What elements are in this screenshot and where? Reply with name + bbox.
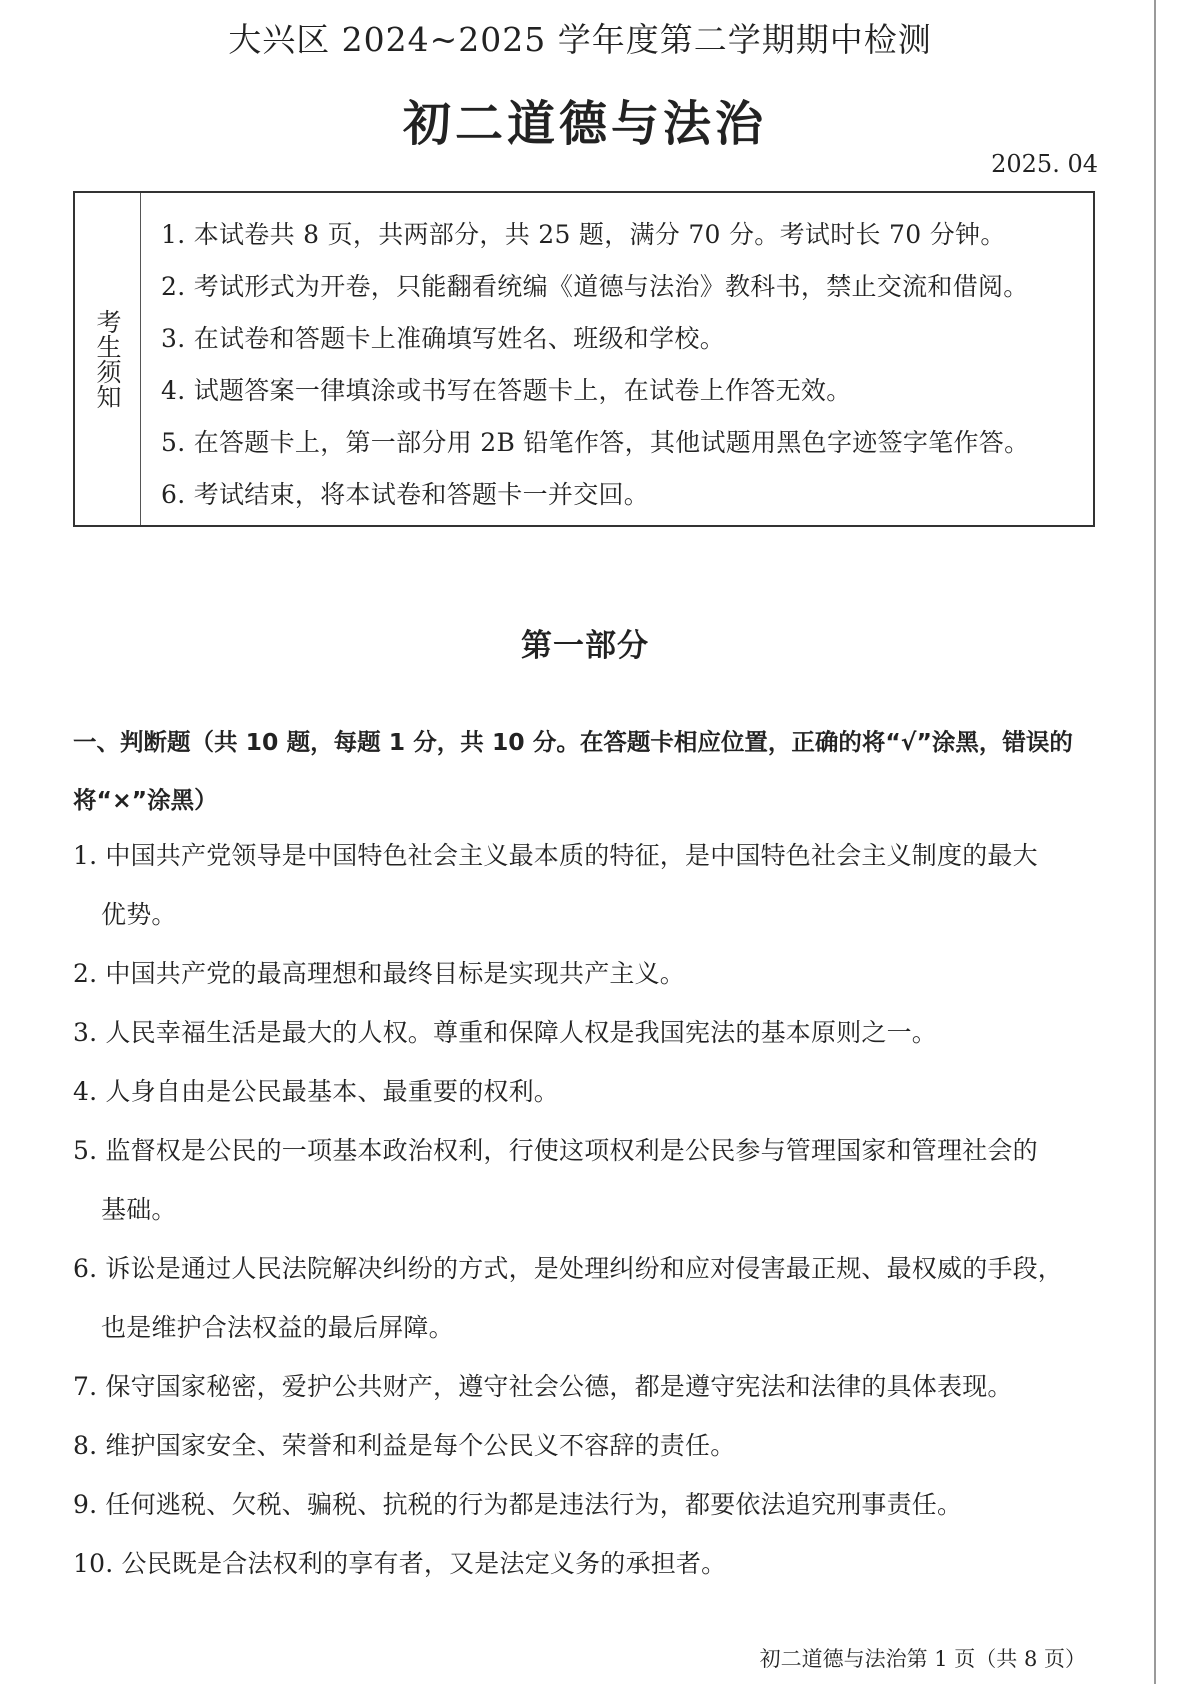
candidate-notice-box [73, 191, 1095, 527]
notice-item: 4. 试题答案一律填涂或书写在答题卡上，在试卷上作答无效。 [161, 376, 852, 405]
question-item [73, 1003, 1113, 1062]
question-text: 8. 维护国家安全、荣誉和利益是每个公民义不容辞的责任。 [73, 1431, 736, 1460]
notice-item: 6. 考试结束，将本试卷和答题卡一并交回。 [161, 480, 650, 509]
question-item [73, 826, 1113, 944]
question-continuation: 优势。 [101, 900, 177, 929]
question-continuation: 基础。 [101, 1195, 177, 1224]
part-title: 第一部分 [521, 628, 649, 664]
question-text: 7. 保守国家秘密，爱护公共财产，遵守社会公德，都是遵守宪法和法律的具体表现。 [73, 1372, 1013, 1401]
notice-label-cell [75, 193, 141, 525]
notice-label: 考生须知 [93, 309, 122, 409]
question-list [73, 826, 1113, 1593]
question-text: 3. 人民幸福生活是最大的人权。尊重和保障人权是我国宪法的基本原则之一。 [73, 1018, 938, 1047]
question-text: 10. 公民既是合法权利的享有者，又是法定义务的承担者。 [73, 1549, 727, 1578]
exam-date: 2025. 04 [991, 150, 1098, 178]
exam-header: 大兴区 2024~2025 学年度第二学期期中检测 [228, 20, 932, 59]
question-text: 5. 监督权是公民的一项基本政治权利，行使这项权利是公民参与管理国家和管理社会的 [73, 1136, 1038, 1165]
question-item [73, 1239, 1113, 1357]
notice-item: 2. 考试形式为开卷，只能翻看统编《道德与法治》教科书，禁止交流和借阅。 [161, 272, 1029, 301]
question-text: 9. 任何逃税、欠税、骗税、抗税的行为都是违法行为，都要依法追究刑事责任。 [73, 1490, 963, 1519]
notice-item: 3. 在试卷和答题卡上准确填写姓名、班级和学校。 [161, 324, 726, 353]
question-item [73, 1416, 1113, 1475]
question-item [73, 1357, 1113, 1416]
question-item [73, 1534, 1113, 1593]
section-heading: 一、判断题（共 10 题，每题 1 分，共 10 分。在答题卡相应位置，正确的将“√”涂黑，错误的将“×”涂黑） [73, 728, 1073, 814]
question-item [73, 1475, 1113, 1534]
question-text: 2. 中国共产党的最高理想和最终目标是实现共产主义。 [73, 959, 686, 988]
question-text: 6. 诉讼是通过人民法院解决纠纷的方式，是处理纠纷和应对侵害最正规、最权威的手段， [73, 1254, 1064, 1283]
page-footer: 初二道德与法治第 1 页（共 8 页） [759, 1647, 1086, 1671]
notice-list [161, 209, 1086, 521]
question-item [73, 1121, 1113, 1239]
question-continuation: 也是维护合法权益的最后屏障。 [101, 1313, 454, 1342]
notice-item: 1. 本试卷共 8 页，共两部分，共 25 题，满分 70 分。考试时长 70 分钟。 [161, 220, 1006, 249]
subject-title: 初二道德与法治 [402, 96, 767, 152]
question-text: 4. 人身自由是公民最基本、最重要的权利。 [73, 1077, 560, 1106]
question-item [73, 1062, 1113, 1121]
question-item [73, 944, 1113, 1003]
page-edge-rule [1154, 0, 1156, 1684]
notice-item: 5. 在答题卡上，第一部分用 2B 铅笔作答，其他试题用黑色字迹签字笔作答。 [161, 428, 1030, 457]
question-text: 1. 中国共产党领导是中国特色社会主义最本质的特征，是中国特色社会主义制度的最大 [73, 841, 1038, 870]
